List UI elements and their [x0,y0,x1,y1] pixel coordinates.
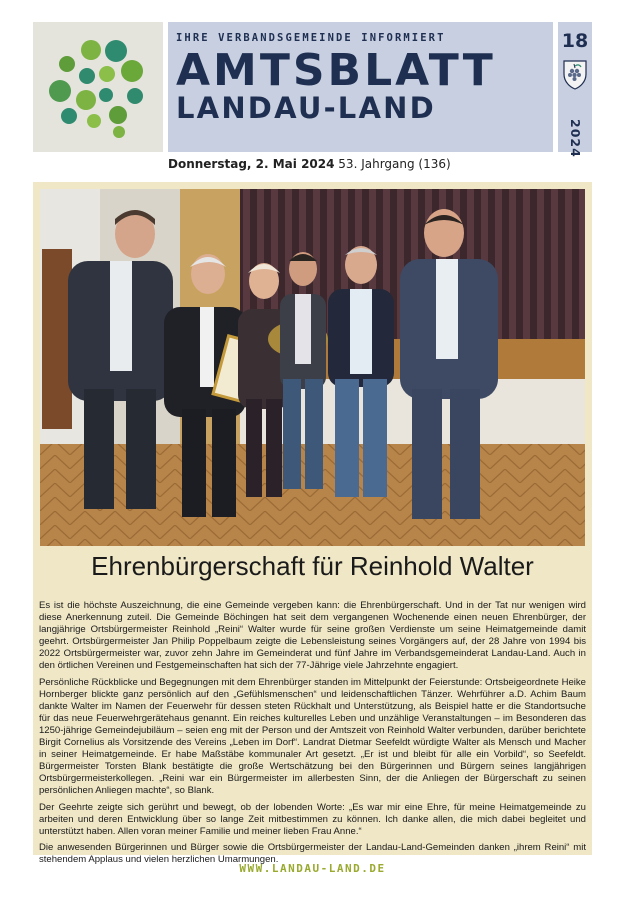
issue-box [558,22,592,158]
feature-article [33,182,592,865]
dateline [168,157,451,171]
article-paragraph: Persönliche Rückblicke und Begegnungen mit dem Ehrenbürger standen im Mittelpunkt der Feierstunde: Ortsbeigeordnete Heike Hornberger blickte ganz persönlich auf den „Gefühlsmenschen“ und leidenschaftlichen Tänzer. Wehrführer a.D. Achim Baum dankte Walter im Namen der Feuerwehr für dessen steten Rückhalt und Unterstützung, als Beispiel hatte er die Standortsuche für das neue Feuerwehrgerätehaus genannt. Ein reiches kulturelles Leben und unzählige Veranstaltungen – im Besonderen das 1250-jährige Gemeindejubiläum – seien eng mit der Person und der Amtszeit von Reinhold Walter verbunden, darüber berichtete Birgit Cornelius als Vorsitzende des Vereins „Leben im Dorf“. Landrat Dietmar Seefeldt würdigte Walter als Mensch und Macher in seiner Heimatgemeinde. Er habe Maßstäbe kommunaler Art gesetzt. „Er ist und bleibt für alle ein Vorbild“, so Seefeldt. Bürgermeister Torsten Blank bestätigte die große Wertschätzung bei den Bürgerinnen und Bürgern seines langjährigen Ortsbürgermeisterkollegen. „Reini war ein Bürgermeister im allerbesten Sinn, der die Anliegen der Bürgerschaft zu seinen persönlichen Anliegen machte“, so Blank. [39,676,586,797]
ceremony-photo [40,189,585,546]
masthead [168,22,553,152]
feature-body [39,600,586,870]
issue-date: Donnerstag, 2. Mai 2024 [168,157,335,171]
masthead-subtitle: LANDAU-LAND [176,91,436,125]
article-paragraph: Es ist die höchste Auszeichnung, die eine Gemeinde vergeben kann: die Ehrenbürgerschaft. Und in der Tat nur wenigen wird diese Anerkennung zuteil. Die Gemeinde Böchingen hat seit dem vergangenen Wochenende einen neuen Ehrenbürger, der langjährige Ortsbürgermeister Reinhold „Reini“ Walter wurde für seine großen Verdienste um seine Heimatgemeinde damit geehrt. Ortsbürgermeister Jan Philip Poppelbaum zeigte die Lebensleistung seines Vorgängers auf, der 28 Jahre von 1994 bis 2022 Ortsbürgermeister war, zuvor zehn Jahre im Gemeinderat und fünf Jahre im Verbandsgemeinderat Landau-Land. Auch in den örtlichen Vereinen und Festgemeinschaften hat sich der 77-Jährige viele Jahrzehnte engagiert. [39,600,586,672]
masthead-title: AMTSBLATT [176,45,496,96]
verbandsgemeinde-logo [33,22,163,152]
website-url[interactable]: WWW.LANDAU-LAND.DE [239,862,386,875]
volume-info: 53. Jahrgang (136) [338,157,451,171]
article-paragraph: Die anwesenden Bürgerinnen und Bürger sowie die Ortsbürgermeister der Landau-Land-Gemeinden danken „ihrem Reini“ mit stehendem Applaus und vielen herzlichen Umarmungen. [39,841,586,865]
masthead-kicker: IHRE VERBANDSGEMEINDE INFORMIERT [176,32,446,44]
issue-number: 18 [561,30,589,52]
issue-year: 2024 [568,119,583,158]
coat-of-arms-icon [562,58,588,90]
feature-headline: Ehrenbürgerschaft für Reinhold Walter [91,551,534,581]
article-paragraph: Der Geehrte zeigte sich gerührt und bewegt, ob der lobenden Worte: „Es war mir eine Ehre, für meine Heimatgemeinde zu arbeiten und deren Entwicklung über so lange Zeit mitbestimmen zu können. Ich danke allen, die mich dabei begleitet und unterstützt haben. Allen voran meiner Familie und meiner lieben Frau Anne.“ [39,801,586,837]
